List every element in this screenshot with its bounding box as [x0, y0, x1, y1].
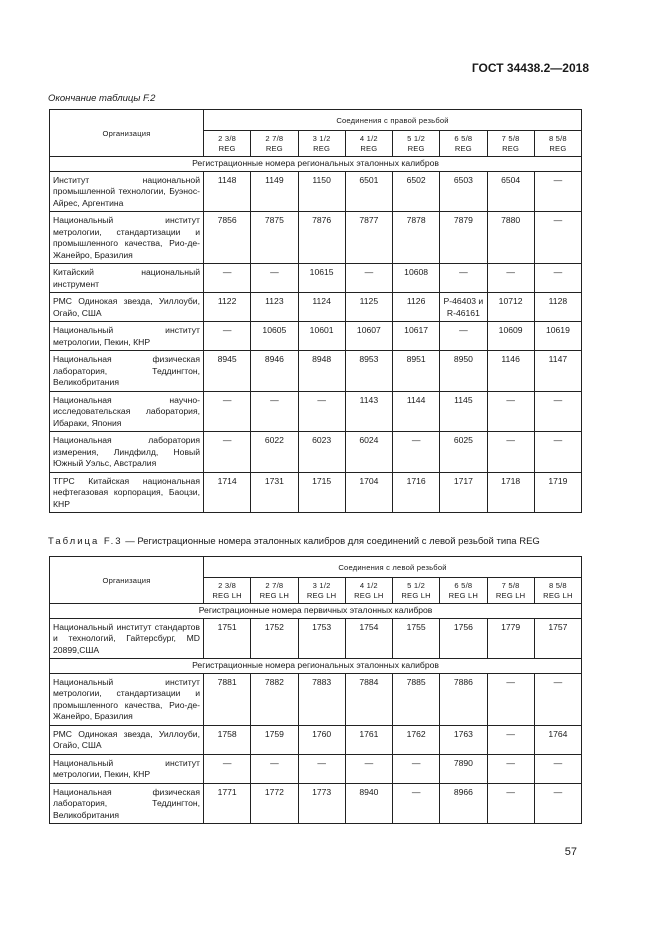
- table-row: [50, 754, 582, 783]
- column-size-line: REG LH: [212, 590, 242, 600]
- calibrator-number: 1753: [298, 618, 345, 659]
- group-header: Соединения с левой резьбой: [204, 557, 582, 578]
- calibrator-number: 10609: [487, 322, 534, 351]
- page-number: 57: [564, 846, 577, 858]
- table-f3: [49, 556, 582, 824]
- calibrator-number: —: [534, 212, 581, 264]
- calibrator-number: 1146: [487, 351, 534, 392]
- column-size-header: [440, 578, 487, 604]
- calibrator-number: 1704: [345, 472, 392, 513]
- column-size-line: 8 5/8: [548, 580, 567, 590]
- column-size-header: [251, 131, 298, 157]
- column-size-line: REG: [360, 143, 378, 153]
- column-size-header: [298, 131, 345, 157]
- calibrator-number: 6024: [345, 432, 392, 473]
- calibrator-number: —: [251, 391, 298, 432]
- section-row: [50, 157, 582, 172]
- column-size-line: REG: [313, 143, 331, 153]
- table-row: [50, 673, 582, 725]
- section-title: Регистрационные номера региональных эталонных калибров: [50, 157, 582, 172]
- organization-name: Национальная физическая лаборатория, Теддингтон, Великобритания: [50, 783, 204, 824]
- calibrator-number: 1716: [393, 472, 440, 513]
- calibrator-number: —: [487, 432, 534, 473]
- calibrator-number: 6022: [251, 432, 298, 473]
- calibrator-number: —: [487, 754, 534, 783]
- calibrator-number: 1779: [487, 618, 534, 659]
- table2-caption: [48, 536, 540, 547]
- table-row: [50, 391, 582, 432]
- calibrator-number: 1771: [204, 783, 251, 824]
- calibrator-number: 1150: [298, 171, 345, 212]
- column-size-line: REG LH: [259, 590, 290, 600]
- calibrator-number: 7890: [440, 754, 487, 783]
- calibrator-number: 1717: [440, 472, 487, 513]
- calibrator-number: 1715: [298, 472, 345, 513]
- organization-name: Национальная лаборатория измерения, Линдфилд, Новый Южный Уэльс, Австралия: [50, 432, 204, 473]
- table2-caption-label: Таблица F.3: [48, 536, 123, 547]
- column-size-line: 7 5/8: [501, 133, 520, 143]
- calibrator-number: —: [345, 264, 392, 293]
- column-size-line: REG LH: [401, 590, 431, 600]
- calibrator-number: 1762: [393, 725, 440, 754]
- calibrator-number: 6025: [440, 432, 487, 473]
- calibrator-number: —: [204, 432, 251, 473]
- calibrator-number: —: [204, 264, 251, 293]
- calibrator-number: —: [393, 432, 440, 473]
- column-size-header: [345, 578, 392, 604]
- calibrator-number: 1144: [393, 391, 440, 432]
- calibrator-number: 10617: [393, 322, 440, 351]
- calibrator-number: 1757: [534, 618, 581, 659]
- calibrator-number: —: [534, 673, 581, 725]
- calibrator-number: 7879: [440, 212, 487, 264]
- calibrator-number: 1718: [487, 472, 534, 513]
- calibrator-number: 1772: [251, 783, 298, 824]
- calibrator-number: —: [534, 783, 581, 824]
- calibrator-number: 8950: [440, 351, 487, 392]
- calibrator-number: 6023: [298, 432, 345, 473]
- calibrator-number: —: [393, 754, 440, 783]
- column-size-header: [204, 131, 251, 157]
- table-row: [50, 293, 582, 322]
- column-size-line: REG: [549, 143, 567, 153]
- calibrator-number: 1143: [345, 391, 392, 432]
- section-row: [50, 659, 582, 674]
- calibrator-number: 10605: [251, 322, 298, 351]
- calibrator-number: 1759: [251, 725, 298, 754]
- calibrator-number: 7884: [345, 673, 392, 725]
- table-row: [50, 171, 582, 212]
- calibrator-number: 7881: [204, 673, 251, 725]
- calibrator-number: 8948: [298, 351, 345, 392]
- calibrator-number: 1148: [204, 171, 251, 212]
- calibrator-number: 6501: [345, 171, 392, 212]
- column-size-line: 4 1/2: [359, 133, 378, 143]
- column-size-line: REG: [265, 143, 283, 153]
- organization-name: РМС Одинокая звезда, Уиллоуби, Огайо, США: [50, 725, 204, 754]
- calibrator-number: 1761: [345, 725, 392, 754]
- calibrator-number: 1124: [298, 293, 345, 322]
- calibrator-number: 1763: [440, 725, 487, 754]
- column-size-line: 7 5/8: [501, 580, 520, 590]
- calibrator-number: 1758: [204, 725, 251, 754]
- calibrator-number: 8946: [251, 351, 298, 392]
- table2-caption-text: — Регистрационные номера эталонных калибров для соединений с левой резьбой типа REG: [122, 536, 540, 547]
- column-size-line: REG LH: [495, 590, 526, 600]
- column-size-header: [204, 578, 251, 604]
- column-size-line: 3 1/2: [312, 133, 331, 143]
- calibrator-number: 6503: [440, 171, 487, 212]
- table-row: [50, 725, 582, 754]
- calibrator-number: 7875: [251, 212, 298, 264]
- table1-caption: Окончание таблицы F.2: [48, 93, 156, 104]
- calibrator-number: 1128: [534, 293, 581, 322]
- calibrator-number: —: [204, 322, 251, 351]
- calibrator-number: 1755: [393, 618, 440, 659]
- calibrator-number: —: [534, 264, 581, 293]
- calibrator-number: 8951: [393, 351, 440, 392]
- calibrator-number: 10615: [298, 264, 345, 293]
- column-size-line: REG LH: [354, 590, 384, 600]
- table-f2-end: [49, 109, 582, 513]
- calibrator-number: 1149: [251, 171, 298, 212]
- column-size-header: [534, 131, 581, 157]
- calibrator-number: 1773: [298, 783, 345, 824]
- calibrator-number: 1147: [534, 351, 581, 392]
- organization-name: Национальный институт метрологии, стандартизации и промышленного качества, Рио-де-Жанейро, Бразилия: [50, 673, 204, 725]
- calibrator-number: 1126: [393, 293, 440, 322]
- calibrator-number: —: [487, 673, 534, 725]
- calibrator-number: —: [534, 754, 581, 783]
- section-title: Регистрационные номера первичных эталонных калибров: [50, 604, 582, 619]
- column-size-line: 8 5/8: [548, 133, 567, 143]
- calibrator-number: P-46403 и R-46161: [440, 293, 487, 322]
- calibrator-number: —: [204, 391, 251, 432]
- column-size-line: 5 1/2: [407, 580, 426, 590]
- column-size-line: 2 7/8: [265, 133, 284, 143]
- organization-name: Национальный институт метрологии, стандартизации и промышленного качества, Рио-де-Жанейро, Бразилия: [50, 212, 204, 264]
- calibrator-number: —: [298, 754, 345, 783]
- calibrator-number: —: [251, 754, 298, 783]
- calibrator-number: 7882: [251, 673, 298, 725]
- calibrator-number: 1756: [440, 618, 487, 659]
- calibrator-number: 6502: [393, 171, 440, 212]
- organization-name: ТГРС Китайская национальная нефтегазовая корпорация, Баоцзи, КНР: [50, 472, 204, 513]
- calibrator-number: 7877: [345, 212, 392, 264]
- calibrator-number: —: [440, 322, 487, 351]
- calibrator-number: —: [487, 783, 534, 824]
- column-size-line: REG: [218, 143, 236, 153]
- calibrator-number: 1122: [204, 293, 251, 322]
- calibrator-number: 8940: [345, 783, 392, 824]
- calibrator-number: 10601: [298, 322, 345, 351]
- column-size-header: [345, 131, 392, 157]
- calibrator-number: 7876: [298, 212, 345, 264]
- table-row: [50, 322, 582, 351]
- calibrator-number: —: [204, 754, 251, 783]
- calibrator-number: 10619: [534, 322, 581, 351]
- calibrator-number: 8966: [440, 783, 487, 824]
- table-row: [50, 618, 582, 659]
- calibrator-number: —: [393, 783, 440, 824]
- column-size-header: [534, 578, 581, 604]
- column-size-line: 6 5/8: [454, 580, 473, 590]
- organization-name: Национальная физическая лаборатория, Теддингтон, Великобритания: [50, 351, 204, 392]
- calibrator-number: 1145: [440, 391, 487, 432]
- calibrator-number: 1754: [345, 618, 392, 659]
- calibrator-number: 10607: [345, 322, 392, 351]
- calibrator-number: 1714: [204, 472, 251, 513]
- calibrator-number: 10712: [487, 293, 534, 322]
- column-size-line: REG: [454, 143, 472, 153]
- table-row: [50, 212, 582, 264]
- calibrator-number: —: [487, 264, 534, 293]
- table-row: [50, 264, 582, 293]
- calibrator-number: 1719: [534, 472, 581, 513]
- column-size-line: 3 1/2: [312, 580, 331, 590]
- column-size-header: [393, 131, 440, 157]
- column-size-line: 5 1/2: [407, 133, 426, 143]
- calibrator-number: 10608: [393, 264, 440, 293]
- calibrator-number: 7878: [393, 212, 440, 264]
- column-size-line: 2 3/8: [218, 133, 237, 143]
- column-size-header: [393, 578, 440, 604]
- column-size-line: 6 5/8: [454, 133, 473, 143]
- calibrator-number: —: [440, 264, 487, 293]
- column-size-line: REG LH: [543, 590, 573, 600]
- calibrator-number: 7886: [440, 673, 487, 725]
- calibrator-number: 1764: [534, 725, 581, 754]
- table-row: [50, 783, 582, 824]
- column-size-line: 2 3/8: [218, 580, 237, 590]
- calibrator-number: 6504: [487, 171, 534, 212]
- calibrator-number: 7883: [298, 673, 345, 725]
- calibrator-number: 1751: [204, 618, 251, 659]
- column-size-line: REG: [502, 143, 520, 153]
- column-size-header: [487, 131, 534, 157]
- column-size-line: REG: [407, 143, 425, 153]
- column-size-line: 4 1/2: [359, 580, 378, 590]
- table-row: [50, 472, 582, 513]
- column-size-line: REG LH: [448, 590, 479, 600]
- calibrator-number: —: [534, 391, 581, 432]
- column-size-header: [487, 578, 534, 604]
- group-header: Соединения с правой резьбой: [204, 110, 582, 131]
- org-header: Организация: [50, 110, 204, 157]
- calibrator-number: 1760: [298, 725, 345, 754]
- column-size-line: 2 7/8: [265, 580, 284, 590]
- calibrator-number: 1752: [251, 618, 298, 659]
- section-title: Регистрационные номера региональных эталонных калибров: [50, 659, 582, 674]
- section-row: [50, 604, 582, 619]
- calibrator-number: 7880: [487, 212, 534, 264]
- organization-name: Национальная научно-исследовательская лаборатория, Ибараки, Япония: [50, 391, 204, 432]
- calibrator-number: 7885: [393, 673, 440, 725]
- org-header: Организация: [50, 557, 204, 604]
- calibrator-number: —: [534, 171, 581, 212]
- column-size-header: [251, 578, 298, 604]
- calibrator-number: 1123: [251, 293, 298, 322]
- calibrator-number: 1731: [251, 472, 298, 513]
- table-row: [50, 432, 582, 473]
- organization-name: Национальный институт метрологии, Пекин, КНР: [50, 322, 204, 351]
- calibrator-number: 1125: [345, 293, 392, 322]
- calibrator-number: —: [251, 264, 298, 293]
- column-size-line: REG LH: [306, 590, 337, 600]
- column-size-header: [440, 131, 487, 157]
- standard-number: ГОСТ 34438.2—2018: [471, 61, 589, 75]
- organization-name: Национальный институт метрологии, Пекин, КНР: [50, 754, 204, 783]
- calibrator-number: —: [534, 432, 581, 473]
- calibrator-number: —: [345, 754, 392, 783]
- calibrator-number: 8945: [204, 351, 251, 392]
- organization-name: РМС Одинокая звезда, Уиллоуби, Огайо, США: [50, 293, 204, 322]
- calibrator-number: —: [487, 391, 534, 432]
- organization-name: Институт национальной промышленной технологии, Буэнос-Айрес, Аргентина: [50, 171, 204, 212]
- calibrator-number: 7856: [204, 212, 251, 264]
- organization-name: Китайский национальный инструмент: [50, 264, 204, 293]
- calibrator-number: 8953: [345, 351, 392, 392]
- column-size-header: [298, 578, 345, 604]
- calibrator-number: —: [298, 391, 345, 432]
- table-row: [50, 351, 582, 392]
- organization-name: Национальный институт стандартов и технологий, Гайтерсбург, MD 20899,США: [50, 618, 204, 659]
- calibrator-number: —: [487, 725, 534, 754]
